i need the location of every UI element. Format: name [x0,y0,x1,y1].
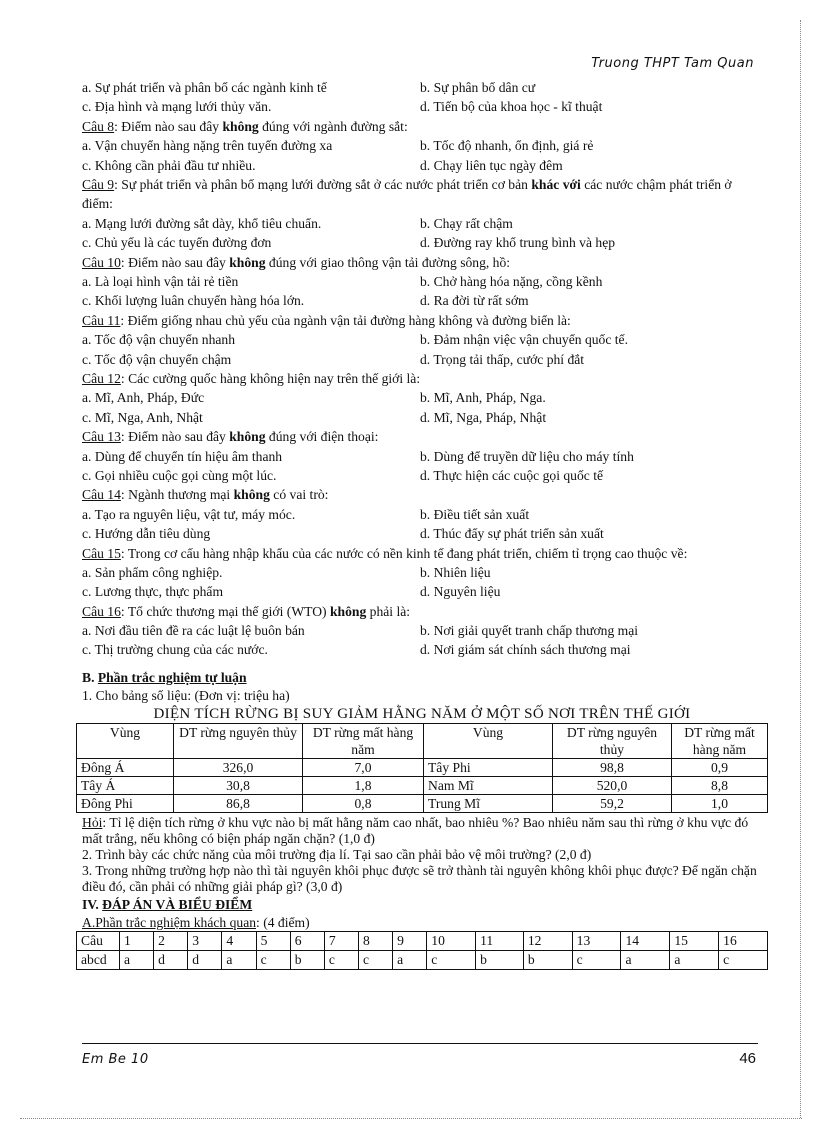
question-stem [82,311,762,330]
header-cell: DT rừng nguyên thủy [553,724,672,759]
question-emphasis: khác với [531,176,581,192]
option-a: a. Là loại hình vận tải rẻ tiền [82,273,239,289]
question-text-tail: phải là: [366,603,411,619]
answer-cell: c [427,951,476,970]
table-cell: Tây Á [77,777,174,795]
question-text: : Sự phát triển và phân bố mạng lưới đường sắt ở các nước phát triển cơ bản [114,176,532,192]
option-b: b. Đảm nhận việc vận chuyển quốc tế. [420,332,628,348]
table-cell: 326,0 [174,759,303,777]
page-border-bottom [20,1118,802,1119]
question-options-row [82,291,762,310]
question-stem [82,544,762,563]
question-text: : Ngành thương mại [120,487,234,503]
forest-table [76,723,768,813]
option-d: d. Mĩ, Nga, Pháp, Nhật [420,409,547,425]
question-label: Câu 8 [82,118,115,134]
header-cell: Vùng [424,724,553,759]
table-title: DIỆN TÍCH RỪNG BỊ SUY GIẢM HẰNG NĂM Ở MỘT SỐ NƠI TRÊN THẾ GIỚI [153,706,691,723]
question-options-row [82,621,762,640]
question-options-row [82,233,762,252]
hoi-label: Hỏi [82,815,103,831]
question-emphasis: không [329,603,367,619]
answer-cell: a [222,951,256,970]
section-a-heading [82,915,762,931]
table-cell: 86,8 [174,795,303,813]
answer-cell: 13 [572,932,621,951]
section-b-heading [82,670,762,686]
school-header: Truong THPT Tam Quan [591,56,754,71]
table-cell: Đông Á [77,759,174,777]
page-border-right [800,20,801,1118]
question-text: : Trong cơ cấu hàng nhập khẩu của các nước có nền kinh tế đang phát triển, chiếm tỉ trọng cao thuộc về: [120,545,688,561]
option-c: c. Không cần phải đầu tư nhiều. [82,157,256,173]
forest-table-header [77,724,768,759]
question-stem [82,117,762,136]
table-cell: 7,0 [303,759,424,777]
option-a: a. Sản phẩm công nghiệp. [82,564,223,580]
question-text: : Điểm nào sau đây [114,118,223,134]
question-label: Câu 14 [82,487,121,503]
question-options-row [82,447,762,466]
question-text: : Điểm nào sau đây [120,254,230,270]
option-d: d. Đường ray khổ trung bình và hẹp [420,235,616,251]
question-stem [82,253,762,272]
option-b: b. Dùng để truyền dữ liệu cho máy tính [420,448,634,464]
answer-cell: 8 [358,932,392,951]
option-c: c. Khối lượng luân chuyển hàng hóa lớn. [82,293,305,309]
answer-cell: a [670,951,719,970]
table-cell: 0,8 [303,795,424,813]
question-text-tail: các nước chậm phát triển ở điểm: [82,176,732,212]
question-text: : Điểm nào sau đây [120,429,230,445]
questions-list [82,117,762,660]
intro-options-row-1 [82,78,762,97]
table-cell: Nam Mĩ [424,777,553,795]
answer-cell: abcd [77,951,120,970]
option-a: a. Dùng để chuyển tín hiệu âm thanh [82,448,283,464]
question-emphasis: không [229,429,266,445]
table-cell: 30,8 [174,777,303,795]
question-options-row [82,330,762,349]
option-c: c. Địa hình và mạng lưới thủy văn. [82,99,272,115]
question-options-row [82,640,762,659]
question-label: Câu 9 [82,176,115,192]
question-text: : Tổ chức thương mại thế giới (WTO) [120,603,330,619]
option-d: d. Tiến bộ của khoa học - kĩ thuật [420,99,603,115]
section-iv-heading [82,897,762,913]
question-options-row [82,466,762,485]
footer-rule [82,1043,758,1044]
question-options-row [82,563,762,582]
question-text-tail: đúng với điện thoại: [265,429,379,445]
answer-cell: 2 [154,932,188,951]
option-a: a. Nơi đầu tiên đề ra các luật lệ buôn bán [82,623,305,639]
answer-cell: 1 [120,932,154,951]
header-cell: DT rừng mất hàng năm [672,724,768,759]
table-cell: 520,0 [553,777,672,795]
answer-cell: Câu [77,932,120,951]
footer-label: Em Be 10 [82,1052,149,1067]
answer-cell: a [621,951,670,970]
table-cell: Tây Phi [424,759,553,777]
option-d: d. Nơi giám sát chính sách thương mại [420,642,631,658]
option-d: d. Nguyên liệu [420,584,501,600]
answer-cell: d [154,951,188,970]
answer-cell: 14 [621,932,670,951]
question-stem [82,427,762,446]
question-text-tail: đúng với ngành đường sắt: [258,118,408,134]
table-cell: Trung Mĩ [424,795,553,813]
option-d: d. Ra đời từ rất sớm [420,293,529,309]
answer-cell: 12 [523,932,572,951]
section-a-suffix: : (4 điểm) [256,915,310,931]
option-a: a. Sự phát triển và phân bố các ngành kinh tế [82,80,327,95]
answer-cell: d [188,951,222,970]
option-c: c. Chủ yếu là các tuyến đường đơn [82,235,272,251]
question-options-row [82,136,762,155]
page-number: 46 [739,1050,756,1067]
option-b: b. Tốc độ nhanh, ổn định, giá rẻ [420,138,594,154]
hoi-text: : Tỉ lệ diện tích rừng ở khu vực nào bị mất hằng năm cao nhất, bao nhiêu %? Bao nhiêu năm sau thì rừng ở khu vực đó mất trắng, nếu không có biện pháp ngăn chặn? (1,0 đ) [82,815,749,847]
question-stem [82,485,762,504]
answer-row-keys [77,951,768,970]
section-b-title: Phần trắc nghiệm tự luận [97,669,247,685]
forest-table-body [77,759,768,813]
answer-cell: 15 [670,932,719,951]
table-cell: Đông Phi [77,795,174,813]
answer-cell: b [523,951,572,970]
option-b: b. Nơi giải quyết tranh chấp thương mại [420,623,639,639]
option-c: c. Tốc độ vận chuyển chậm [82,351,232,367]
question-text: : Điểm giống nhau chủ yếu của ngành vận tải đường hàng không và đường biển là: [120,312,571,328]
answer-cell: 4 [222,932,256,951]
essay-1-intro: 1. Cho bảng số liệu: (Đơn vị: triệu ha) [82,687,290,703]
question-emphasis: không [222,118,259,134]
essay-2: 2. Trình bày các chức năng của môi trường địa lí. Tại sao cần phải bảo vệ môi trường? (2,0 đ) [82,847,592,863]
answer-cell: 9 [393,932,427,951]
answer-cell: 11 [476,932,524,951]
table-row [77,795,768,813]
option-c: c. Lương thực, thực phẩm [82,584,224,600]
option-a: a. Tạo ra nguyên liệu, vật tư, máy móc. [82,506,296,522]
answer-cell: a [120,951,154,970]
option-c: c. Gọi nhiều cuộc gọi cùng một lúc. [82,467,277,483]
option-b: b. Điều tiết sản xuất [420,506,530,522]
header-cell: DT rừng mất hàng năm [303,724,424,759]
question-text-tail: đúng với giao thông vận tải đường sông, hồ: [265,254,511,270]
answer-cell: c [324,951,358,970]
answer-cell: c [719,951,768,970]
table-cell: 0,9 [672,759,768,777]
answer-cell: 5 [256,932,290,951]
option-b: b. Sự phân bố dân cư [420,80,536,95]
question-stem [82,602,762,621]
option-b: b. Chạy rất chậm [420,215,513,231]
answer-row-questions [77,932,768,951]
essay-1-question [82,815,762,847]
question-label: Câu 12 [82,370,121,386]
question-emphasis: không [233,487,270,503]
option-b: b. Mĩ, Anh, Pháp, Nga. [420,390,546,406]
answer-cell: a [393,951,427,970]
section-iv-title: ĐÁP ÁN VÀ BIỂU ĐIỂM [102,897,253,913]
answer-cell: 7 [324,932,358,951]
option-c: c. Mĩ, Nga, Anh, Nhật [82,409,203,425]
answer-cell: 10 [427,932,476,951]
option-b: b. Nhiên liệu [420,564,491,580]
question-label: Câu 11 [82,312,121,328]
header-cell: Vùng [77,724,174,759]
question-label: Câu 15 [82,545,121,561]
table-row [77,759,768,777]
question-label: Câu 10 [82,254,121,270]
option-a: a. Mĩ, Anh, Pháp, Đức [82,390,205,406]
answer-cell: 3 [188,932,222,951]
question-label: Câu 16 [82,603,121,619]
answer-cell: 16 [719,932,768,951]
question-stem [82,175,762,214]
question-text: : Các cường quốc hàng không hiện nay trên thế giới là: [120,370,421,386]
option-d: d. Trọng tải thấp, cước phí đắt [420,351,585,367]
table-row [77,777,768,795]
table-cell: 98,8 [553,759,672,777]
section-b-prefix: B. [82,669,98,685]
question-options-row [82,350,762,369]
question-options-row [82,582,762,601]
option-c: c. Thị trường chung của các nước. [82,642,268,658]
intro-options-row-2 [82,97,762,116]
option-d: d. Thực hiện các cuộc gọi quốc tế [420,467,604,483]
answer-cell: b [290,951,324,970]
option-c: c. Hướng dẫn tiêu dùng [82,526,211,542]
table-cell: 1,8 [303,777,424,795]
question-options-row [82,272,762,291]
option-a: a. Tốc độ vận chuyển nhanh [82,332,236,348]
table-cell: 1,0 [672,795,768,813]
question-options-row [82,505,762,524]
question-label: Câu 13 [82,429,121,445]
option-b: b. Chở hàng hóa nặng, cồng kềnh [420,273,603,289]
section-iv-prefix: IV. [82,897,103,913]
answer-cell: 6 [290,932,324,951]
table-cell: 8,8 [672,777,768,795]
answer-cell: b [476,951,524,970]
essay-3: 3. Trong những trường hợp nào thì tài nguyên khôi phục được sẽ trở thành tài nguyên không khôi phục được? Để ngăn chặn điều đó, cần phải có những giải pháp gì? (3,0 đ) [82,863,757,895]
option-a: a. Vận chuyển hàng nặng trên tuyến đường xa [82,138,333,154]
question-options-row [82,388,762,407]
answer-cell: c [358,951,392,970]
answer-cell: c [572,951,621,970]
option-d: d. Thúc đẩy sự phát triển sản xuất [420,526,604,542]
question-emphasis: không [229,254,266,270]
question-options-row [82,524,762,543]
option-a: a. Mạng lưới đường sắt dày, khổ tiêu chuẩn. [82,215,322,231]
table-cell: 59,2 [553,795,672,813]
question-options-row [82,214,762,233]
answer-table [76,931,768,970]
question-options-row [82,408,762,427]
question-options-row [82,156,762,175]
section-a-title: A.Phần trắc nghiệm khách quan [82,915,257,931]
question-text-tail: có vai trò: [269,487,329,503]
question-stem [82,369,762,388]
option-d: d. Chạy liên tục ngày đêm [420,157,563,173]
header-cell: DT rừng nguyên thủy [174,724,303,759]
answer-cell: c [256,951,290,970]
document-body [82,78,762,970]
